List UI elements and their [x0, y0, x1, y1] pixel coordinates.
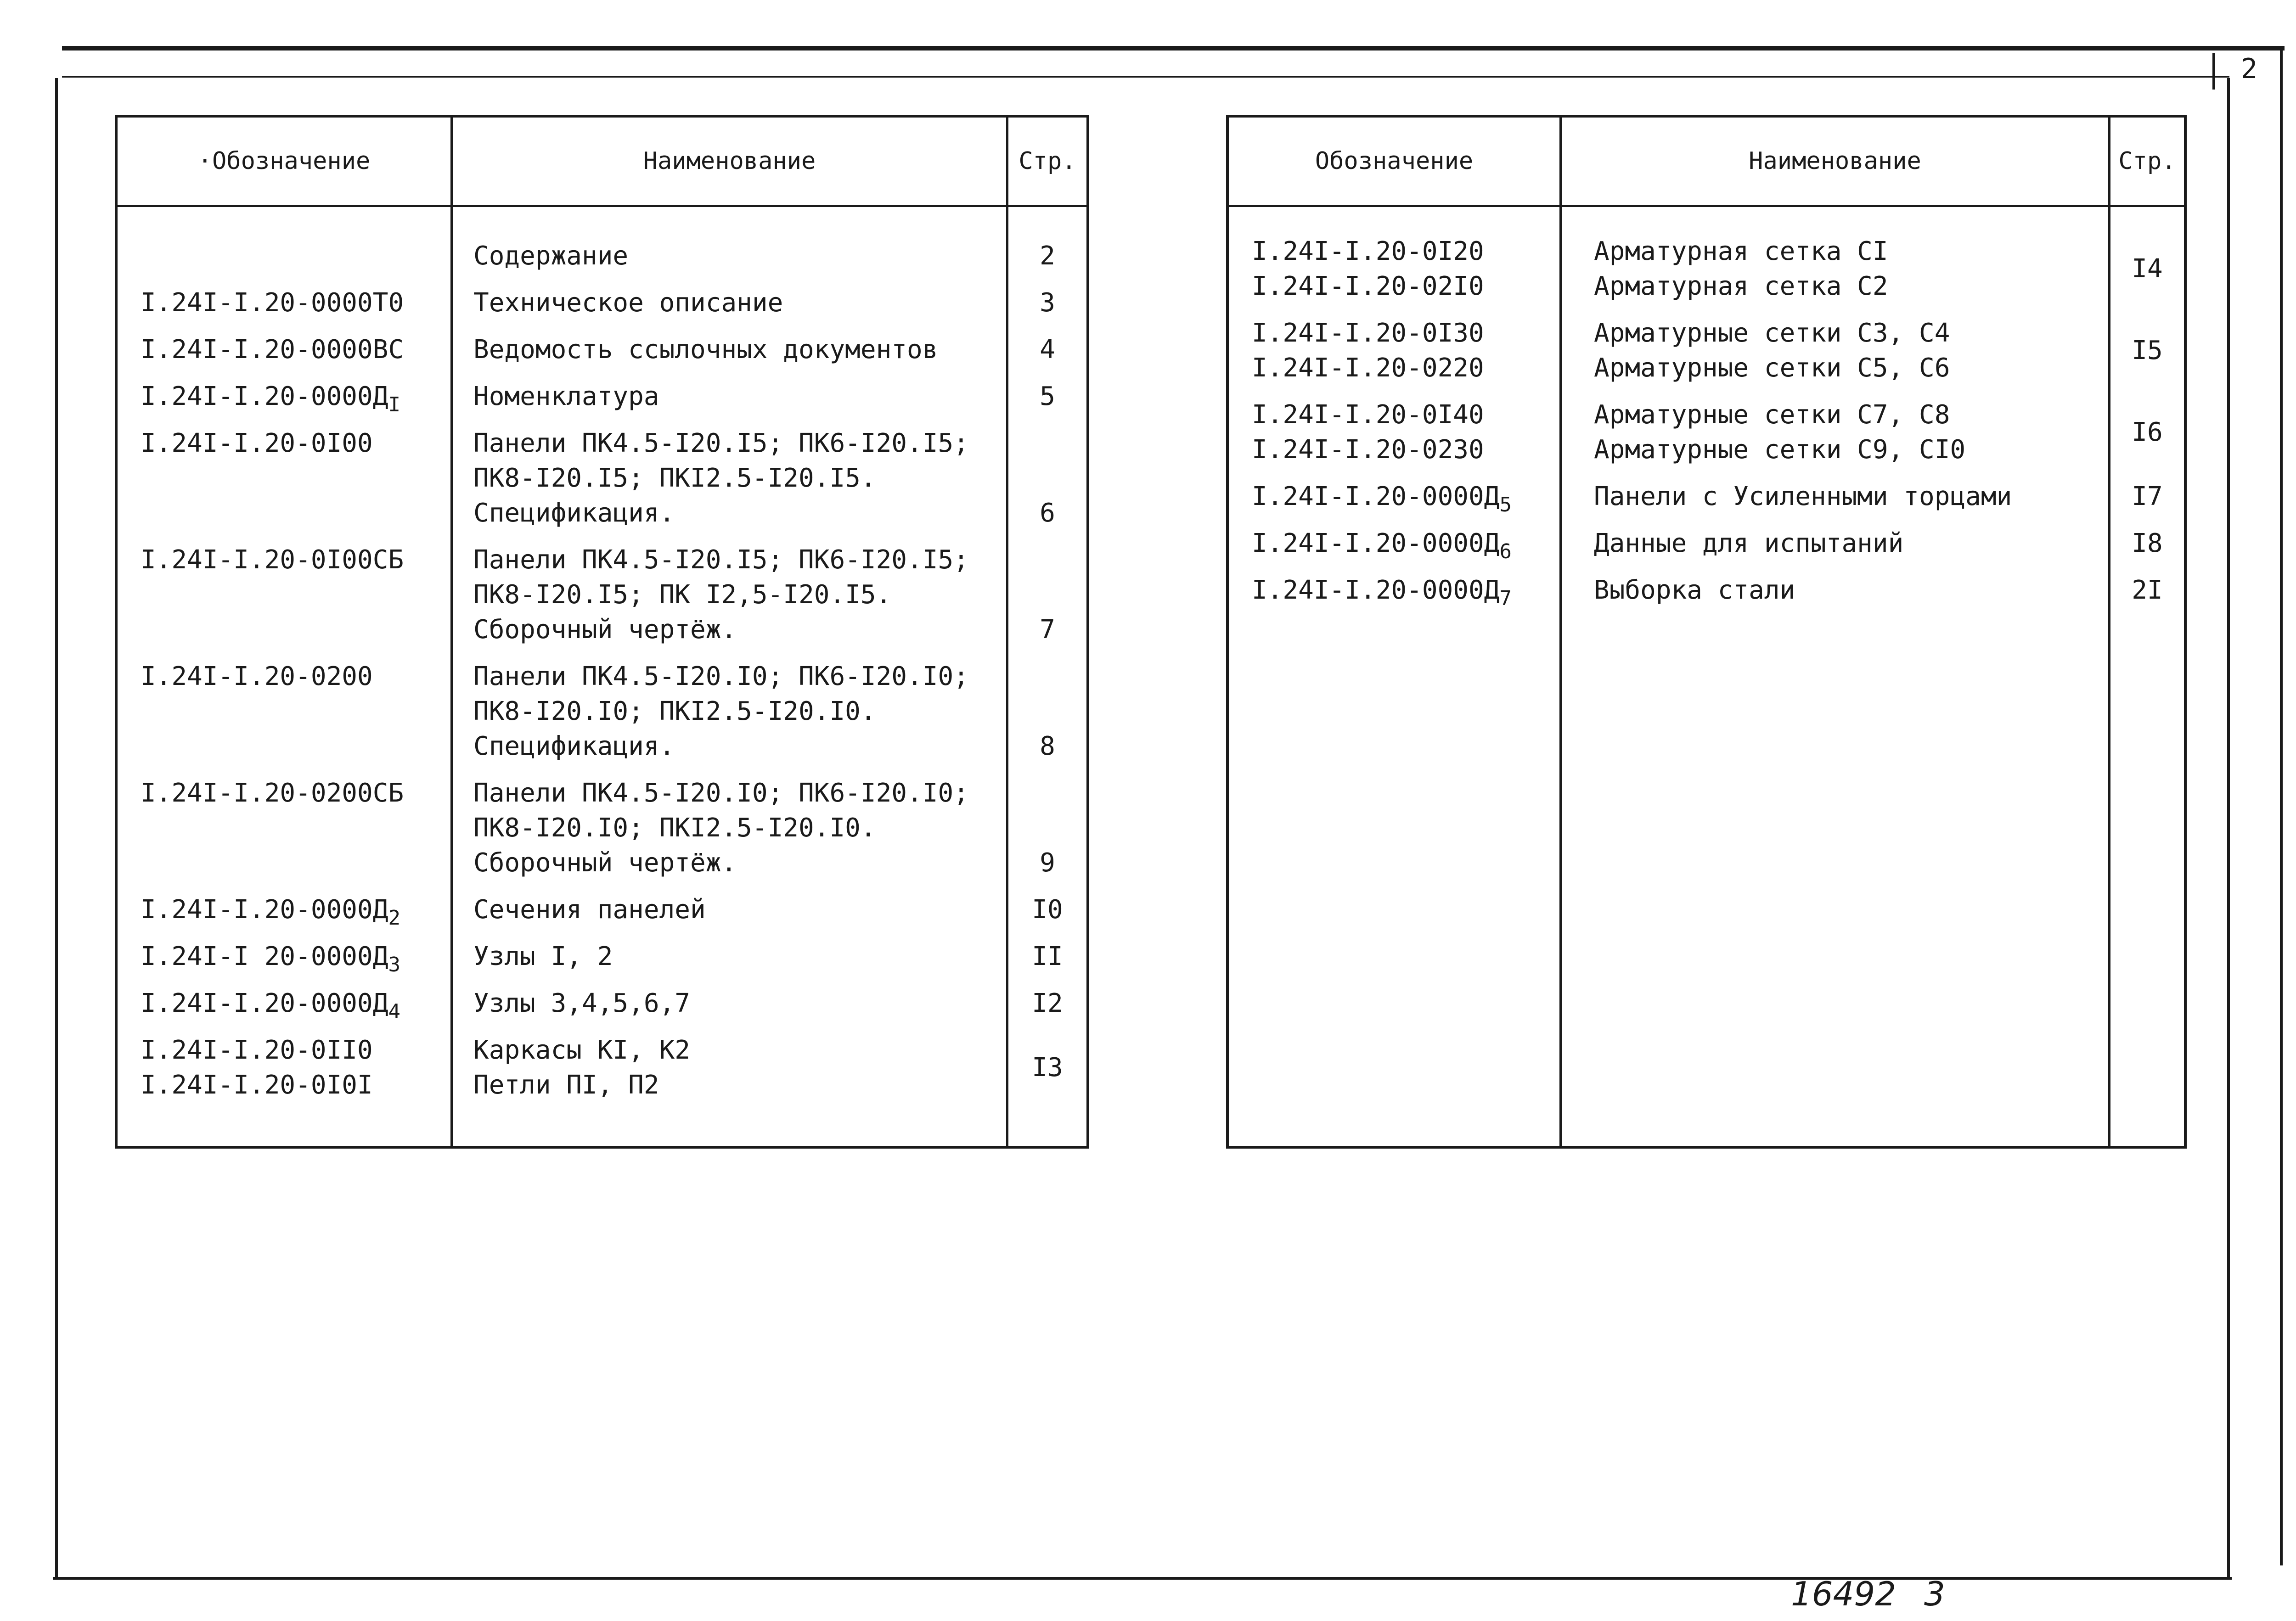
code-text: I.24I-I.20-0000BC [141, 335, 404, 365]
row-page: 3 [1040, 288, 1055, 318]
name-line: Ведомость ссылочных документов [473, 335, 938, 365]
row-code [141, 379, 400, 422]
row-code [141, 1033, 373, 1103]
table-row [118, 239, 1082, 274]
row-name [473, 426, 969, 531]
table-row [118, 426, 1082, 531]
code-text: I.24I-I.20-0000Д [141, 988, 388, 1018]
row-page: 8 [1040, 731, 1055, 761]
row-page: I4 [2132, 254, 2163, 284]
header-page: Стр. [1019, 147, 1076, 175]
code-text: I.24I-I.20-0I0I [141, 1070, 373, 1100]
row-name [473, 776, 969, 881]
code-text: I.24I-I.20-0200 [141, 662, 373, 691]
name-line: Панели ПК4.5-I20.I0; ПК6-I20.I0; [473, 778, 969, 808]
code-text: I.24I-I.20-0000Д [141, 895, 388, 925]
table-row [118, 1033, 1082, 1103]
row-code [1252, 234, 1484, 304]
name-line: Арматурные сетки C3, C4 [1594, 318, 1950, 348]
row-code [141, 776, 404, 811]
code-text: I.24I-I.20-0220 [1252, 353, 1484, 383]
row-code [141, 332, 404, 367]
code-text: I.24I-I.20-0230 [1252, 435, 1484, 465]
row-page: I7 [2132, 482, 2163, 511]
table-row [1229, 316, 2179, 386]
code-text: I.24I-I.20-0I30 [1252, 318, 1484, 348]
name-line: Спецификация. [473, 731, 675, 761]
name-line: Панели ПК4.5-I20.I5; ПК6-I20.I5; [473, 545, 969, 575]
code-subscript: 3 [388, 953, 400, 976]
code-subscript: I [388, 393, 400, 416]
name-line: Панели ПК4.5-I20.I5; ПК6-I20.I5; [473, 428, 969, 458]
sheet-number: 2 [2241, 53, 2258, 85]
row-name [1594, 573, 1795, 608]
table-row [1229, 479, 2179, 514]
row-name [1594, 234, 1888, 304]
code-text: I.24I-I.20-0I00СБ [141, 545, 404, 575]
row-code [141, 659, 373, 694]
table-row [118, 939, 1082, 974]
row-code [1252, 526, 1512, 569]
code-subscript: 6 [1499, 540, 1512, 563]
row-code [1252, 398, 1484, 467]
code-text: I.24I-I.20-0II0 [141, 1035, 373, 1065]
name-line: Узлы I, 2 [473, 942, 613, 971]
name-line: ПК8-I20.I0; ПКI2.5-I20.I0. [473, 696, 876, 726]
page-number: 3 [1924, 1575, 1945, 1613]
table-row [118, 379, 1082, 414]
row-name [473, 543, 969, 647]
row-name [473, 239, 628, 274]
row-name [473, 986, 690, 1021]
name-line: Панели с Усиленными торцами [1594, 482, 2012, 511]
row-page: 6 [1040, 498, 1055, 528]
header-divider [1229, 205, 2184, 207]
row-name [473, 332, 938, 367]
row-code [1252, 479, 1512, 522]
name-line: Каркасы КI, К2 [473, 1035, 691, 1065]
code-text: I.24I-I.20-0I40 [1252, 400, 1484, 430]
table-row [1229, 234, 2179, 304]
code-subscript: 2 [388, 906, 400, 930]
name-line: Содержание [473, 241, 629, 271]
row-name [473, 1033, 690, 1103]
bottom-border [53, 1577, 2232, 1580]
code-text: I.24I-I.20-0000Д [1252, 575, 1500, 605]
name-line: Данные для испытаний [1594, 528, 1904, 558]
table-row [118, 659, 1082, 764]
name-line: Выборка стали [1594, 575, 1795, 605]
name-line: Арматурная сетка CI [1594, 236, 1888, 266]
row-code [141, 892, 400, 936]
name-line: Арматурная сетка C2 [1594, 271, 1888, 301]
row-name [473, 892, 706, 927]
row-code [141, 986, 400, 1029]
header-code: ·Обозначение [197, 147, 371, 175]
row-name [1594, 316, 1950, 386]
row-name [1594, 479, 2012, 514]
page-box-divider [2212, 53, 2215, 90]
table-row [1229, 398, 2179, 467]
name-line: Арматурные сетки C7, C8 [1594, 400, 1950, 430]
row-name [473, 286, 783, 320]
table-row [118, 286, 1082, 320]
row-page: 2I [2132, 575, 2163, 605]
code-text: I.24I-I.20-0I00 [141, 428, 373, 458]
name-line: Арматурные сетки C5, C6 [1594, 353, 1950, 383]
name-line: Сборочный чертёж. [473, 848, 737, 878]
row-name [473, 659, 969, 764]
header-page: Стр. [2118, 147, 2176, 175]
header-name: Наименование [1749, 147, 1921, 175]
table-row [118, 892, 1082, 930]
code-text: I.24I-I.20-0000Д [1252, 528, 1500, 558]
table-row [118, 543, 1082, 647]
code-subscript: 5 [1499, 493, 1512, 516]
name-line: ПК8-I20.I5; ПКI2.5-I20.I5. [473, 463, 876, 493]
name-line: Сечения панелей [473, 895, 706, 925]
row-code [1252, 316, 1484, 386]
row-code [141, 543, 404, 578]
code-text: I.24I-I.20-0000Д [1252, 482, 1500, 511]
code-text: I.24I-I.20-0000T0 [141, 288, 404, 318]
row-page: I0 [1032, 895, 1063, 925]
row-name [1594, 526, 1903, 561]
code-subscript: 4 [388, 1000, 400, 1023]
row-code [141, 939, 400, 982]
name-line: Узлы 3,4,5,6,7 [473, 988, 691, 1018]
left-border [55, 78, 58, 1579]
row-name [1594, 398, 1965, 467]
row-name [473, 379, 659, 414]
table-row [1229, 526, 2179, 561]
row-name [473, 939, 613, 974]
name-line: Номенклатура [473, 381, 659, 411]
row-page: I2 [1032, 988, 1063, 1018]
header-divider [118, 205, 1086, 207]
row-page: 4 [1040, 335, 1055, 365]
header-name: Наименование [643, 147, 816, 175]
table-row [1229, 573, 2179, 608]
code-text: I.24I-I 20-0000Д [141, 942, 388, 971]
name-line: ПК8-I20.I5; ПК I2,5-I20.I5. [473, 580, 892, 610]
name-line: Панели ПК4.5-I20.I0; ПК6-I20.I0; [473, 662, 969, 691]
row-code [1252, 573, 1512, 616]
row-page: I3 [1032, 1053, 1063, 1083]
header-code: Обозначение [1315, 147, 1474, 175]
name-line: Техническое описание [473, 288, 783, 318]
code-text: I.24I-I.20-0200СБ [141, 778, 404, 808]
code-text: I.24I-I.20-02I0 [1252, 271, 1484, 301]
row-page: 7 [1040, 615, 1055, 645]
table-row [118, 332, 1082, 367]
name-line: ПК8-I20.I0; ПКI2.5-I20.I0. [473, 813, 876, 843]
row-page: 5 [1040, 381, 1055, 411]
table-row [118, 986, 1082, 1021]
frame-inner-top [62, 76, 2229, 78]
row-code [141, 426, 373, 461]
code-subscript: 7 [1499, 587, 1512, 610]
row-page: I8 [2132, 528, 2163, 558]
row-page: 9 [1040, 848, 1055, 878]
name-line: Сборочный чертёж. [473, 615, 737, 645]
row-page: I5 [2132, 336, 2163, 365]
code-text: I.24I-I.20-0000Д [141, 381, 388, 411]
row-page: II [1032, 942, 1063, 971]
row-page: 2 [1040, 241, 1055, 271]
outer-right-border [2280, 50, 2283, 1565]
code-text: I.24I-I.20-0I20 [1252, 236, 1484, 266]
inventory-number: 16492 [1791, 1575, 1896, 1613]
name-line: Арматурные сетки C9, CI0 [1594, 435, 1966, 465]
name-line: Спецификация. [473, 498, 675, 528]
right-border [2227, 78, 2230, 1579]
table-row [118, 776, 1082, 881]
row-code [141, 286, 404, 320]
name-line: Петли ПI, П2 [473, 1070, 659, 1100]
row-page: I6 [2132, 417, 2163, 447]
top-border [62, 46, 2285, 50]
